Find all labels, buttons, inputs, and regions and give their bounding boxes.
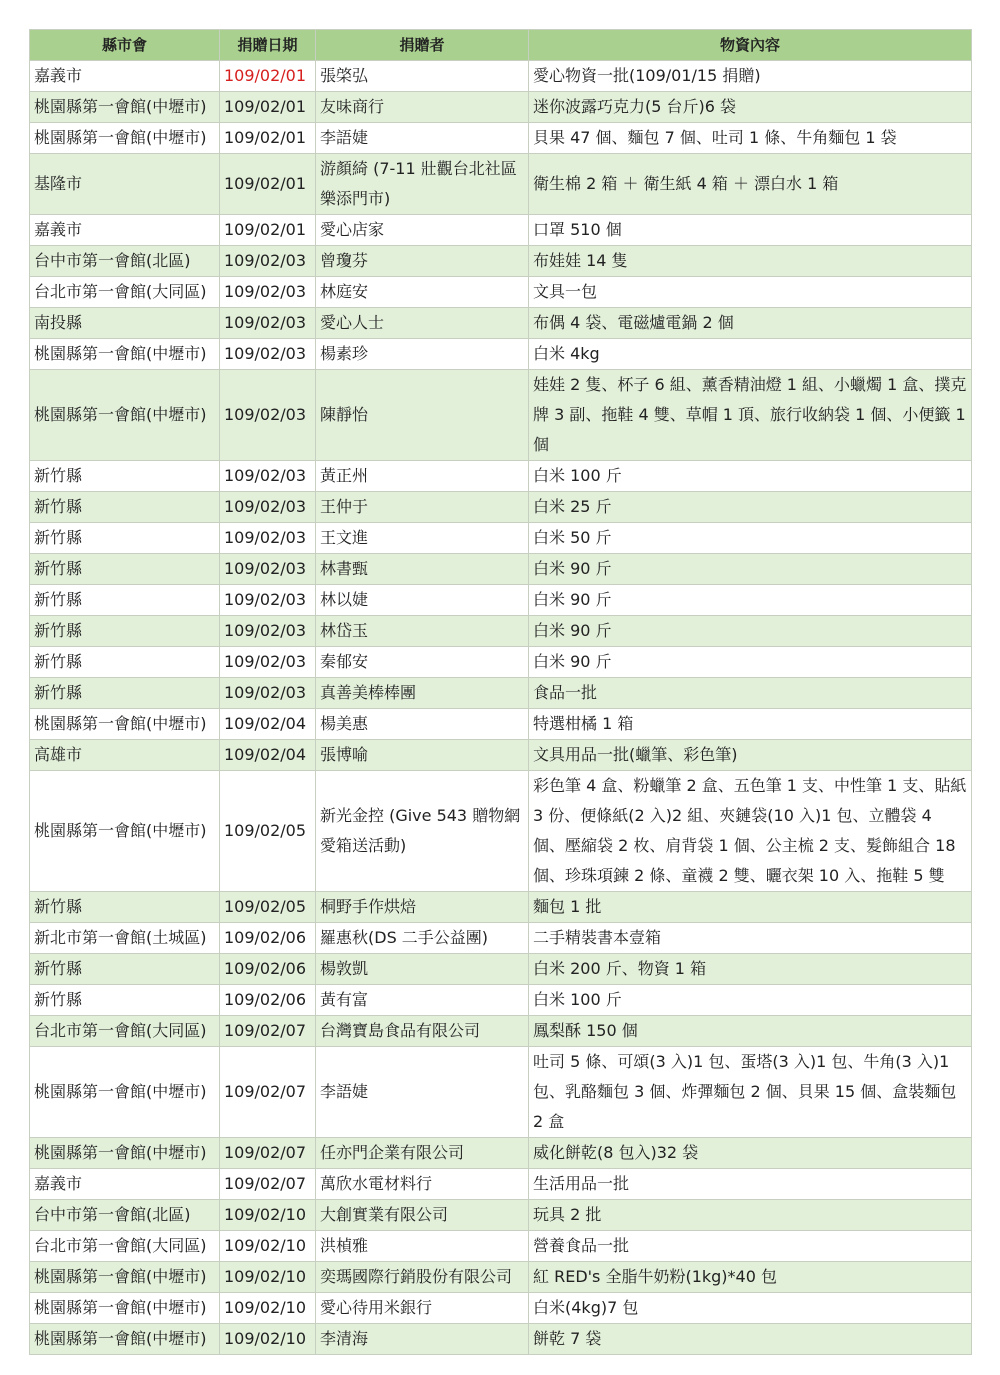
cell-donor: 羅惠秋(DS 二手公益團)	[316, 923, 529, 954]
cell-date: 109/02/01	[220, 61, 316, 92]
cell-donor: 李語婕	[316, 1047, 529, 1138]
cell-date: 109/02/03	[220, 370, 316, 461]
table-row	[30, 647, 972, 678]
cell-city: 嘉義市	[30, 215, 220, 246]
cell-donor: 真善美棒棒團	[316, 678, 529, 709]
cell-items: 文具一包	[529, 277, 972, 308]
cell-date: 109/02/01	[220, 154, 316, 215]
cell-donor: 楊素珍	[316, 339, 529, 370]
cell-city: 桃園縣第一會館(中壢市)	[30, 1047, 220, 1138]
table-row	[30, 123, 972, 154]
cell-date: 109/02/06	[220, 954, 316, 985]
cell-city: 台北市第一會館(大同區)	[30, 277, 220, 308]
cell-items: 白米 90 斤	[529, 647, 972, 678]
cell-items: 文具用品一批(蠟筆、彩色筆)	[529, 740, 972, 771]
cell-date: 109/02/04	[220, 709, 316, 740]
cell-city: 嘉義市	[30, 1169, 220, 1200]
cell-city: 新竹縣	[30, 492, 220, 523]
cell-date: 109/02/03	[220, 554, 316, 585]
table-row	[30, 1016, 972, 1047]
table-row	[30, 246, 972, 277]
cell-city: 新竹縣	[30, 523, 220, 554]
cell-donor: 黃有富	[316, 985, 529, 1016]
cell-city: 台中市第一會館(北區)	[30, 1200, 220, 1231]
cell-items: 生活用品一批	[529, 1169, 972, 1200]
cell-items: 布娃娃 14 隻	[529, 246, 972, 277]
table-row	[30, 523, 972, 554]
cell-date: 109/02/03	[220, 523, 316, 554]
cell-date: 109/02/04	[220, 740, 316, 771]
cell-donor: 張博喻	[316, 740, 529, 771]
cell-date: 109/02/07	[220, 1016, 316, 1047]
cell-donor: 黃正州	[316, 461, 529, 492]
cell-donor: 林書甄	[316, 554, 529, 585]
cell-date: 109/02/01	[220, 123, 316, 154]
cell-items: 白米 25 斤	[529, 492, 972, 523]
cell-city: 桃園縣第一會館(中壢市)	[30, 92, 220, 123]
cell-items: 白米 100 斤	[529, 985, 972, 1016]
cell-date: 109/02/03	[220, 616, 316, 647]
table-row	[30, 1231, 972, 1262]
donation-table	[29, 29, 972, 1355]
table-row	[30, 709, 972, 740]
cell-items: 餅乾 7 袋	[529, 1324, 972, 1355]
cell-city: 桃園縣第一會館(中壢市)	[30, 771, 220, 892]
cell-city: 新竹縣	[30, 892, 220, 923]
cell-donor: 楊美惠	[316, 709, 529, 740]
table-row	[30, 771, 972, 892]
cell-date: 109/02/01	[220, 215, 316, 246]
cell-items: 白米 50 斤	[529, 523, 972, 554]
cell-donor: 林岱玉	[316, 616, 529, 647]
cell-date: 109/02/07	[220, 1169, 316, 1200]
cell-donor: 游顏綺 (7-11 壯觀台北社區 樂添門市)	[316, 154, 529, 215]
table-row	[30, 461, 972, 492]
cell-date: 109/02/10	[220, 1231, 316, 1262]
cell-items: 愛心物資一批(109/01/15 捐贈)	[529, 61, 972, 92]
cell-items: 白米 90 斤	[529, 554, 972, 585]
cell-city: 高雄市	[30, 740, 220, 771]
cell-city: 桃園縣第一會館(中壢市)	[30, 370, 220, 461]
cell-city: 新竹縣	[30, 985, 220, 1016]
cell-date: 109/02/01	[220, 92, 316, 123]
cell-donor: 愛心人士	[316, 308, 529, 339]
header-city: 縣市會	[30, 30, 220, 61]
cell-items: 白米 90 斤	[529, 616, 972, 647]
table-row	[30, 1262, 972, 1293]
table-row	[30, 370, 972, 461]
cell-date: 109/02/03	[220, 308, 316, 339]
cell-items: 威化餅乾(8 包入)32 袋	[529, 1138, 972, 1169]
cell-city: 台北市第一會館(大同區)	[30, 1231, 220, 1262]
cell-city: 桃園縣第一會館(中壢市)	[30, 339, 220, 370]
table-row	[30, 892, 972, 923]
cell-items: 二手精裝書本壹箱	[529, 923, 972, 954]
cell-donor: 桐野手作烘焙	[316, 892, 529, 923]
cell-donor: 友味商行	[316, 92, 529, 123]
cell-date: 109/02/03	[220, 647, 316, 678]
cell-items: 迷你波露巧克力(5 台斤)6 袋	[529, 92, 972, 123]
cell-items: 娃娃 2 隻、杯子 6 組、薰香精油燈 1 組、小蠟燭 1 盒、撲克牌 3 副、拖鞋 4 雙、草帽 1 頂、旅行收納袋 1 個、小便籤 1 個	[529, 370, 972, 461]
table-row	[30, 954, 972, 985]
cell-donor: 任亦門企業有限公司	[316, 1138, 529, 1169]
cell-date: 109/02/03	[220, 492, 316, 523]
cell-donor: 王文進	[316, 523, 529, 554]
cell-date: 109/02/10	[220, 1262, 316, 1293]
table-row	[30, 1138, 972, 1169]
cell-date: 109/02/05	[220, 771, 316, 892]
table-row	[30, 1047, 972, 1138]
table-row	[30, 740, 972, 771]
header-row	[30, 30, 972, 61]
table-row	[30, 678, 972, 709]
cell-donor: 陳靜怡	[316, 370, 529, 461]
cell-date: 109/02/10	[220, 1200, 316, 1231]
cell-city: 基隆市	[30, 154, 220, 215]
cell-city: 桃園縣第一會館(中壢市)	[30, 1262, 220, 1293]
table-row	[30, 1293, 972, 1324]
cell-city: 新竹縣	[30, 647, 220, 678]
cell-items: 吐司 5 條、可頌(3 入)1 包、蛋塔(3 入)1 包、牛角(3 入)1 包、乳酪麵包 3 個、炸彈麵包 2 個、貝果 15 個、盒裝麵包 2 盒	[529, 1047, 972, 1138]
cell-date: 109/02/03	[220, 678, 316, 709]
table-row	[30, 923, 972, 954]
cell-donor: 王仲于	[316, 492, 529, 523]
cell-donor: 大創實業有限公司	[316, 1200, 529, 1231]
header-date: 捐贈日期	[220, 30, 316, 61]
cell-items: 營養食品一批	[529, 1231, 972, 1262]
cell-items: 特選柑橘 1 箱	[529, 709, 972, 740]
cell-date: 109/02/03	[220, 585, 316, 616]
cell-city: 台北市第一會館(大同區)	[30, 1016, 220, 1047]
table-row	[30, 277, 972, 308]
table-row	[30, 1169, 972, 1200]
cell-city: 新竹縣	[30, 585, 220, 616]
cell-date: 109/02/03	[220, 246, 316, 277]
cell-date: 109/02/03	[220, 339, 316, 370]
cell-items: 白米(4kg)7 包	[529, 1293, 972, 1324]
cell-city: 南投縣	[30, 308, 220, 339]
cell-city: 桃園縣第一會館(中壢市)	[30, 709, 220, 740]
cell-city: 新北市第一會館(土城區)	[30, 923, 220, 954]
cell-donor: 李清海	[316, 1324, 529, 1355]
cell-items: 鳳梨酥 150 個	[529, 1016, 972, 1047]
table-row	[30, 585, 972, 616]
cell-date: 109/02/07	[220, 1047, 316, 1138]
cell-date: 109/02/07	[220, 1138, 316, 1169]
cell-city: 桃園縣第一會館(中壢市)	[30, 1293, 220, 1324]
cell-items: 白米 200 斤、物資 1 箱	[529, 954, 972, 985]
cell-items: 彩色筆 4 盒、粉蠟筆 2 盒、五色筆 1 支、中性筆 1 支、貼紙 3 份、便條紙(2 入)2 組、夾鏈袋(10 入)1 包、立體袋 4 個、壓縮袋 2 枚、肩背袋 1 個、公主梳 2 支、髮飾組合 18 個、珍珠項鍊 2 條、童襪 2 雙、曬衣架 10 入、拖鞋 5 雙	[529, 771, 972, 892]
cell-donor: 台灣寶島食品有限公司	[316, 1016, 529, 1047]
table-row	[30, 308, 972, 339]
cell-city: 新竹縣	[30, 616, 220, 647]
cell-city: 嘉義市	[30, 61, 220, 92]
table-row	[30, 1324, 972, 1355]
table-row	[30, 92, 972, 123]
table-row	[30, 492, 972, 523]
table-body	[30, 61, 972, 1355]
cell-items: 布偶 4 袋、電磁爐電鍋 2 個	[529, 308, 972, 339]
cell-date: 109/02/05	[220, 892, 316, 923]
table-row	[30, 616, 972, 647]
cell-items: 白米 100 斤	[529, 461, 972, 492]
table-row	[30, 985, 972, 1016]
table-row	[30, 215, 972, 246]
table-row	[30, 154, 972, 215]
cell-date: 109/02/03	[220, 277, 316, 308]
cell-donor: 林以婕	[316, 585, 529, 616]
header-items: 物資內容	[529, 30, 972, 61]
cell-date: 109/02/06	[220, 985, 316, 1016]
cell-items: 口罩 510 個	[529, 215, 972, 246]
cell-items: 玩具 2 批	[529, 1200, 972, 1231]
cell-city: 新竹縣	[30, 954, 220, 985]
cell-donor: 洪楨雅	[316, 1231, 529, 1262]
cell-city: 桃園縣第一會館(中壢市)	[30, 123, 220, 154]
cell-date: 109/02/03	[220, 461, 316, 492]
cell-city: 台中市第一會館(北區)	[30, 246, 220, 277]
cell-items: 衛生棉 2 箱 ＋ 衛生紙 4 箱 ＋ 漂白水 1 箱	[529, 154, 972, 215]
cell-donor: 張棨弘	[316, 61, 529, 92]
cell-city: 桃園縣第一會館(中壢市)	[30, 1324, 220, 1355]
cell-donor: 曾瓊芬	[316, 246, 529, 277]
cell-donor: 秦郁安	[316, 647, 529, 678]
header-donor: 捐贈者	[316, 30, 529, 61]
cell-donor: 李語婕	[316, 123, 529, 154]
cell-donor: 愛心待用米銀行	[316, 1293, 529, 1324]
cell-items: 白米 4kg	[529, 339, 972, 370]
cell-donor: 林庭安	[316, 277, 529, 308]
cell-items: 白米 90 斤	[529, 585, 972, 616]
cell-city: 桃園縣第一會館(中壢市)	[30, 1138, 220, 1169]
cell-items: 麵包 1 批	[529, 892, 972, 923]
cell-date: 109/02/06	[220, 923, 316, 954]
cell-items: 貝果 47 個、麵包 7 個、吐司 1 條、牛角麵包 1 袋	[529, 123, 972, 154]
table-row	[30, 339, 972, 370]
cell-donor: 萬欣水電材料行	[316, 1169, 529, 1200]
cell-city: 新竹縣	[30, 678, 220, 709]
cell-date: 109/02/10	[220, 1324, 316, 1355]
cell-date: 109/02/10	[220, 1293, 316, 1324]
cell-donor: 新光金控 (Give 543 贈物網愛箱送活動)	[316, 771, 529, 892]
table-row	[30, 1200, 972, 1231]
cell-donor: 楊敦凱	[316, 954, 529, 985]
cell-city: 新竹縣	[30, 554, 220, 585]
cell-city: 新竹縣	[30, 461, 220, 492]
cell-items: 食品一批	[529, 678, 972, 709]
cell-donor: 奕瑪國際行銷股份有限公司	[316, 1262, 529, 1293]
table-row	[30, 554, 972, 585]
cell-donor: 愛心店家	[316, 215, 529, 246]
cell-items: 紅 RED's 全脂牛奶粉(1kg)*40 包	[529, 1262, 972, 1293]
table-row	[30, 61, 972, 92]
